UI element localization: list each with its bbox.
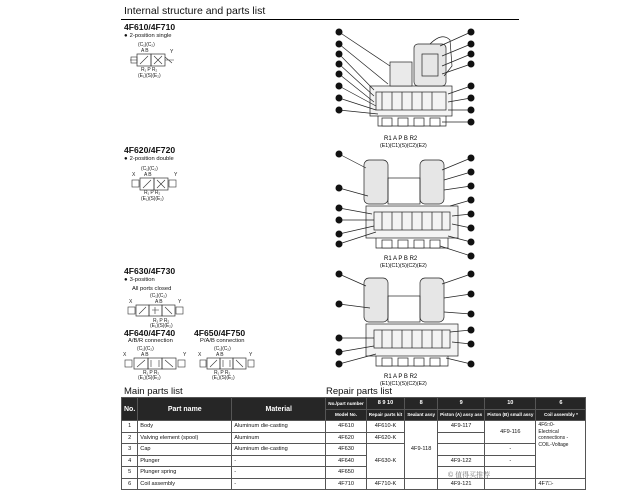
cross-section-diagram-3 [330,268,480,388]
header-piston-b: Piston (B) small assy [485,409,536,421]
symbol-bottom-label: (E₁)(S)(E₂) [150,323,173,329]
port-labels: R1 A P B R2 [384,136,418,142]
sealant-merged-cell: 4F9-118 [405,421,438,479]
subtitle-text: 2-position double [129,156,174,162]
bullet-icon: ● [124,33,128,39]
symbol-bottom-label: (E₁)(S)(E₂) [212,375,235,381]
port-labels: R1 A P B R2 [384,374,418,380]
row-model: 4F630 [326,444,366,456]
port-labels: R1 A P B R2 [384,256,418,262]
header-no-part-number: No./part number [326,398,366,410]
title-rule [121,19,519,20]
model-title-4f640: 4F640/4F740 [124,328,176,338]
row-piston-a [438,432,485,444]
row-part: Body [138,421,232,433]
row-material: - [232,467,326,479]
row-kit: 4F710-K [366,478,404,490]
row-part: Plunger [138,455,232,467]
symbol-x-label: X [198,352,202,358]
table-header-row-1 [122,398,586,410]
symbol-bottom-label: (E₁)(S)(E₂) [141,196,164,202]
model-title-4f610: 4F610/4F710 [124,22,176,32]
symbol-ports-label: R₁ P R₂ [214,370,231,376]
model-subtitle-4f610 [124,33,172,39]
model-subtitle-4f640: A/B/R connection [128,338,173,344]
symbol-ab-label: A B [216,352,224,358]
row-model: 4F650 [326,467,366,479]
symbol-top-label: (C₁)(C₂) [141,166,158,172]
header-material: Material [232,398,326,421]
coil-text-2: 4F7□- [536,478,586,490]
row-no: 1 [122,421,138,433]
row-material: Aluminum [232,432,326,444]
coil-text: 4F6□0- Electrical connections - COIL-Voltage [538,422,569,448]
cross-section-diagram-1 [330,26,480,148]
header-coil-assembly: Coil assembly * [536,409,586,421]
header-repair-kit: Repair parts kit [366,409,404,421]
header-no: No. [122,398,138,421]
symbol-bottom-label: (E₁)(S)(E₂) [138,375,161,381]
coil-assembly-cell [536,421,586,479]
symbol-ports-label: R₁ P R₂ [144,190,161,196]
model-title-4f630: 4F630/4F730 [124,266,176,276]
row-piston-a: 4F9-122 [438,455,485,467]
piston-b-dash: - [485,444,536,456]
symbol-ports-label: R₁ P R₂ [153,318,170,324]
row-model: 4F610 [326,421,366,433]
model-subtitle-4f650: P/A/B connection [200,338,245,344]
valve-symbol-3pos [126,304,186,319]
row-piston-a: 4F9-121 [438,478,485,490]
model-title-4f650: 4F650/4F750 [194,328,246,338]
symbol-ports-label: R₁ P R₂ [141,67,158,73]
subtitle-text: 2-position single [129,33,172,39]
subtitle-text: 3-position [129,277,155,283]
page-title: Internal structure and parts list [124,5,266,17]
bullet-icon: ● [124,277,128,283]
row-model: 4F620 [326,432,366,444]
table-row [122,421,586,433]
row-kit-merged: 4F630-K [366,444,404,479]
parts-table [121,397,586,490]
row-model: 4F640 [326,455,366,467]
row-part: Coil assembly [138,478,232,490]
model-title-4f620: 4F620/4F720 [124,145,176,155]
table-row [122,455,586,467]
symbol-x-label: X [132,172,136,178]
symbol-y-label: Y [170,49,174,55]
cross-section-diagram-2 [330,148,480,270]
port-codes: (E1)(C1)(S)(C2)(E2) [380,143,427,148]
symbol-ab-label: A B [141,48,149,54]
symbol-ab-label: A B [141,352,149,358]
symbol-top-label: (C₁)(C₂) [150,293,167,299]
watermark-text: © 值得买推荐 [448,472,491,479]
row-no: 5 [122,467,138,479]
header-piston-a: Piston (A) assy ass [438,409,485,421]
header-sealant-assy: Sealant assy [405,409,438,421]
port-codes: (E1)(C1)(S)(C2)(E2) [380,381,427,387]
row-kit: 4F610-K [366,421,404,433]
piston-b-merged-cell: 4F9-116 [485,421,536,444]
symbol-top-label: (C₁)(C₂) [214,346,231,352]
row-no: 3 [122,444,138,456]
symbol-ports-label: R₁ P R₂ [143,370,160,376]
header-8: 8 [405,398,438,410]
row-no: 4 [122,455,138,467]
row-material: - [232,478,326,490]
table-row [122,444,586,456]
row-piston-a [438,444,485,456]
symbol-y-label: Y [183,352,187,358]
row-part: Plunger spring [138,467,232,479]
header-8910: 8 9 10 [366,398,404,410]
piston-b-dash: - [485,455,536,467]
symbol-top-label: (C₁)(C₂) [137,346,154,352]
header-6: 6 [536,398,586,410]
row-material: Aluminum die-casting [232,421,326,433]
model-note-all-ports-closed: All ports closed [132,286,172,292]
symbol-x-label: X [123,352,127,358]
row-material: - [232,455,326,467]
symbol-ab-label: A B [144,172,152,178]
header-part-name: Part name [138,398,232,421]
symbol-x-label: X [129,299,133,305]
symbol-ab-label: A B [155,299,163,305]
port-codes: (E1)(C1)(S)(C2)(E2) [380,263,427,269]
row-kit: 4F620-K [366,432,404,444]
model-subtitle-4f630 [124,277,155,283]
main-parts-title: Main parts list [124,386,183,397]
table-row [122,467,586,479]
row-part: Valving element (spool) [138,432,232,444]
row-no: 2 [122,432,138,444]
row-part: Cap [138,444,232,456]
row-no: 6 [122,478,138,490]
symbol-y-label: Y [174,172,178,178]
header-model-no: Model No. [326,409,366,421]
row-piston-a: 4F9-117 [438,421,485,433]
header-9: 9 [438,398,485,410]
symbol-y-label: Y [178,299,182,305]
row-material: Aluminum die-casting [232,444,326,456]
symbol-top-label: (C₁)(C₂) [138,42,155,48]
symbol-bottom-label: (E₁)(S)(E₂) [138,73,161,79]
model-subtitle-4f620 [124,156,174,162]
symbol-y-label: Y [249,352,253,358]
piston-b-empty [485,467,536,479]
repair-parts-title: Repair parts list [326,386,392,397]
row-model: 4F710 [326,478,366,490]
bullet-icon: ● [124,156,128,162]
header-10: 10 [485,398,536,410]
